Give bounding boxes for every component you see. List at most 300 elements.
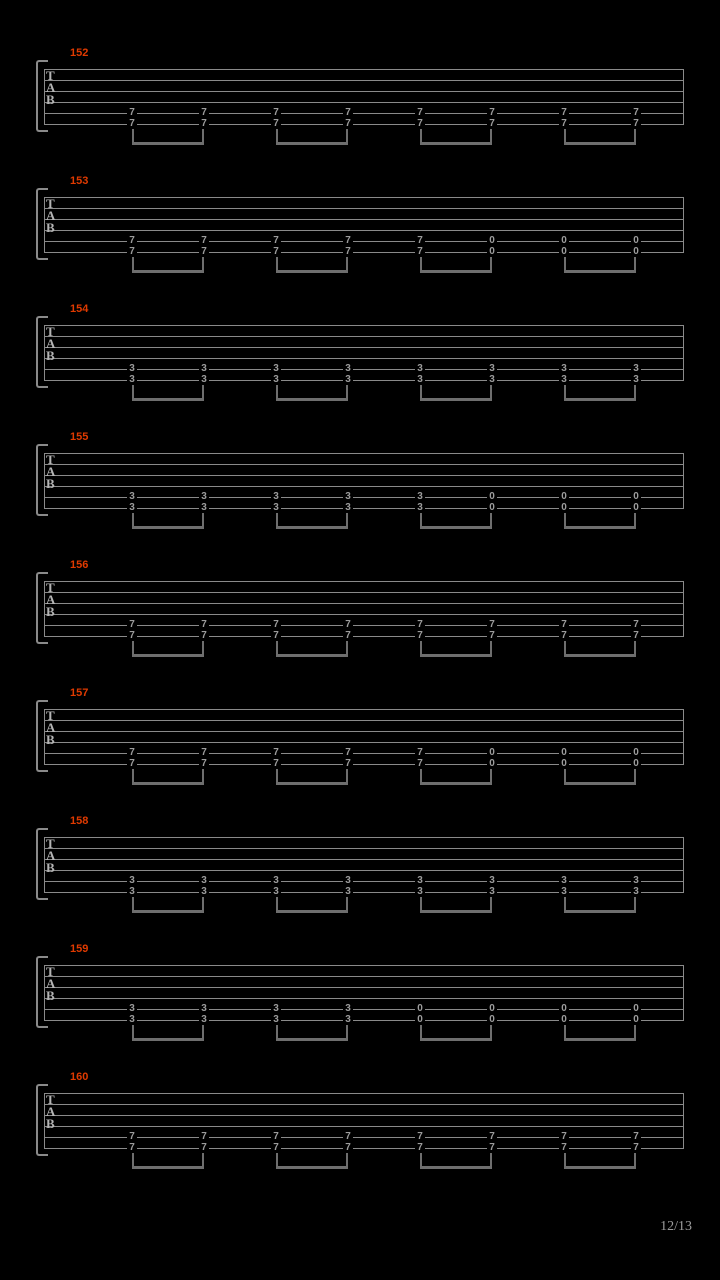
tab-note: 7	[415, 748, 425, 758]
barline-right	[683, 197, 684, 252]
beam-group	[276, 513, 348, 529]
staff-line	[44, 720, 684, 721]
beam	[132, 1038, 204, 1041]
staff-line	[44, 1093, 684, 1094]
tab-note: 7	[127, 748, 137, 758]
tab-clef-letter: B	[46, 988, 55, 1003]
staff-line	[44, 325, 684, 326]
tab-note: 3	[271, 364, 281, 374]
staff-line	[44, 859, 684, 860]
measure-number: 153	[70, 175, 89, 187]
beam-group	[564, 385, 636, 401]
tab-clef-letter: A	[46, 1104, 56, 1119]
tab-note: 7	[559, 620, 569, 630]
staff-line	[44, 380, 684, 381]
tab-note: 3	[343, 1015, 353, 1025]
barline-left	[44, 709, 45, 764]
tab-note: 3	[631, 364, 641, 374]
tab-note: 3	[559, 876, 569, 886]
staff-line	[44, 486, 684, 487]
tab-note: 3	[487, 375, 497, 385]
beam-group	[564, 513, 636, 529]
tab-note: 0	[487, 236, 497, 246]
tab-note: 7	[343, 1132, 353, 1142]
tab-note: 3	[199, 887, 209, 897]
beam-group	[276, 385, 348, 401]
staff-line	[44, 1115, 684, 1116]
tab-note: 7	[559, 631, 569, 641]
tab-note: 0	[487, 1004, 497, 1014]
tab-clef-letter: B	[46, 476, 55, 491]
tab-clef	[46, 198, 55, 234]
staff-line	[44, 581, 684, 582]
barline-right	[683, 1093, 684, 1148]
measure-number: 158	[70, 815, 89, 827]
staff-line	[44, 113, 684, 114]
beam-group	[276, 641, 348, 657]
beam	[420, 142, 492, 145]
staff-line	[44, 764, 684, 765]
tab-staff	[44, 64, 684, 124]
tab-note: 3	[127, 887, 137, 897]
tab-note: 7	[343, 620, 353, 630]
tab-clef-letter: T	[46, 196, 55, 211]
tab-note: 3	[199, 1004, 209, 1014]
beam	[564, 910, 636, 913]
beam	[132, 526, 204, 529]
tab-note: 7	[271, 620, 281, 630]
tab-clef-letter: T	[46, 68, 55, 83]
staff-line	[44, 508, 684, 509]
beam	[564, 142, 636, 145]
barline-left	[44, 965, 45, 1020]
staff-line	[44, 219, 684, 220]
beam	[276, 654, 348, 657]
tab-note: 3	[631, 375, 641, 385]
tab-staff	[44, 1088, 684, 1148]
tab-note: 0	[487, 748, 497, 758]
tab-note: 7	[199, 119, 209, 129]
tab-clef-letter: A	[46, 336, 56, 351]
tab-note: 7	[127, 119, 137, 129]
tab-note: 0	[631, 236, 641, 246]
staff-line	[44, 998, 684, 999]
tab-note: 0	[631, 1004, 641, 1014]
beam	[564, 654, 636, 657]
tab-clef	[46, 70, 55, 106]
tab-note: 3	[631, 876, 641, 886]
beam	[276, 910, 348, 913]
beam	[276, 1166, 348, 1169]
tab-note: 7	[415, 119, 425, 129]
tab-note: 7	[127, 1132, 137, 1142]
measure-number: 159	[70, 943, 89, 955]
tab-note: 3	[559, 364, 569, 374]
tab-note: 7	[487, 119, 497, 129]
barline-right	[683, 69, 684, 124]
tab-note: 0	[487, 503, 497, 513]
tab-note: 3	[271, 503, 281, 513]
tab-note: 3	[343, 887, 353, 897]
tab-note: 0	[487, 492, 497, 502]
tab-note: 3	[343, 375, 353, 385]
staff-line	[44, 614, 684, 615]
tab-staff	[44, 960, 684, 1020]
staff-line	[44, 1137, 684, 1138]
staff-line	[44, 965, 684, 966]
staff-line	[44, 208, 684, 209]
beam-group	[564, 129, 636, 145]
tab-staff	[44, 320, 684, 380]
tab-clef-letter: A	[46, 464, 56, 479]
measure-number: 160	[70, 1071, 89, 1083]
beam	[132, 142, 204, 145]
tab-note: 0	[487, 759, 497, 769]
beam-group	[132, 257, 204, 273]
tab-clef	[46, 582, 55, 618]
beam	[564, 270, 636, 273]
tab-clef-letter: A	[46, 80, 56, 95]
tab-note: 7	[487, 1143, 497, 1153]
staff-line	[44, 197, 684, 198]
tab-note: 7	[343, 236, 353, 246]
beam-group	[132, 513, 204, 529]
beam-group	[420, 385, 492, 401]
tab-note: 7	[487, 108, 497, 118]
staff-line	[44, 731, 684, 732]
tab-note: 7	[559, 1143, 569, 1153]
tab-note: 7	[127, 620, 137, 630]
beam	[132, 1166, 204, 1169]
tab-clef-letter: B	[46, 860, 55, 875]
tab-note: 3	[343, 492, 353, 502]
tab-note: 0	[559, 759, 569, 769]
tab-clef-letter: T	[46, 1092, 55, 1107]
tab-note: 7	[127, 247, 137, 257]
tab-clef-letter: T	[46, 580, 55, 595]
tab-note: 7	[271, 759, 281, 769]
tab-note: 0	[631, 759, 641, 769]
tab-note: 7	[415, 759, 425, 769]
beam-group	[420, 641, 492, 657]
beam-group	[132, 129, 204, 145]
beam	[564, 782, 636, 785]
tab-note: 7	[199, 759, 209, 769]
tab-note: 7	[127, 1143, 137, 1153]
tab-staff	[44, 704, 684, 764]
staff-line	[44, 1009, 684, 1010]
staff-line	[44, 603, 684, 604]
tab-note: 3	[343, 503, 353, 513]
beam	[132, 654, 204, 657]
staff-line	[44, 124, 684, 125]
staff-line	[44, 1104, 684, 1105]
beam	[420, 1038, 492, 1041]
staff-line	[44, 592, 684, 593]
staff-line	[44, 241, 684, 242]
tab-note: 7	[415, 236, 425, 246]
barline-left	[44, 453, 45, 508]
tab-note: 7	[415, 620, 425, 630]
tab-clef-letter: A	[46, 592, 56, 607]
tab-staff	[44, 192, 684, 252]
beam-group	[276, 1025, 348, 1041]
tab-note: 7	[631, 620, 641, 630]
tab-note: 0	[559, 1015, 569, 1025]
tab-note: 7	[199, 620, 209, 630]
barline-left	[44, 197, 45, 252]
beam	[564, 1038, 636, 1041]
beam	[564, 1166, 636, 1169]
tab-note: 7	[271, 748, 281, 758]
tab-note: 3	[271, 1004, 281, 1014]
staff-line	[44, 358, 684, 359]
staff-line	[44, 230, 684, 231]
staff-line	[44, 464, 684, 465]
tab-note: 3	[487, 876, 497, 886]
tab-note: 7	[343, 119, 353, 129]
beam-group	[132, 641, 204, 657]
beam	[132, 398, 204, 401]
tab-note: 7	[199, 236, 209, 246]
staff-line	[44, 976, 684, 977]
tab-note: 0	[559, 492, 569, 502]
tab-clef-letter: T	[46, 708, 55, 723]
barline-left	[44, 325, 45, 380]
beam	[420, 910, 492, 913]
tab-note: 0	[487, 247, 497, 257]
tab-clef-letter: T	[46, 452, 55, 467]
staff-line	[44, 347, 684, 348]
beam-group	[420, 257, 492, 273]
barline-right	[683, 965, 684, 1020]
beam	[132, 910, 204, 913]
tab-note: 7	[199, 631, 209, 641]
staff-line	[44, 848, 684, 849]
beam-group	[420, 769, 492, 785]
tab-note: 3	[127, 364, 137, 374]
beam-group	[420, 1025, 492, 1041]
beam-group	[420, 129, 492, 145]
tab-note: 7	[271, 119, 281, 129]
staff-line	[44, 709, 684, 710]
tab-note: 7	[271, 1132, 281, 1142]
tab-staff	[44, 448, 684, 508]
barline-left	[44, 581, 45, 636]
staff-line	[44, 1148, 684, 1149]
tab-note: 7	[487, 620, 497, 630]
beam	[132, 782, 204, 785]
measure-number: 154	[70, 303, 89, 315]
tab-note: 7	[559, 119, 569, 129]
tab-note: 3	[271, 492, 281, 502]
barline-left	[44, 69, 45, 124]
beam-group	[132, 897, 204, 913]
tab-note: 7	[127, 236, 137, 246]
tab-note: 7	[127, 108, 137, 118]
beam-group	[132, 769, 204, 785]
beam	[420, 270, 492, 273]
tab-note: 3	[343, 876, 353, 886]
tab-note: 3	[631, 887, 641, 897]
tab-note: 7	[199, 247, 209, 257]
tab-clef	[46, 326, 55, 362]
beam	[420, 1166, 492, 1169]
staff-line	[44, 369, 684, 370]
tab-clef	[46, 966, 55, 1002]
tab-note: 7	[487, 1132, 497, 1142]
tab-note: 7	[631, 108, 641, 118]
tab-note: 3	[271, 375, 281, 385]
staff-line	[44, 742, 684, 743]
tab-note: 3	[127, 492, 137, 502]
tab-note: 0	[559, 1004, 569, 1014]
tab-note: 3	[559, 375, 569, 385]
tab-note: 0	[559, 236, 569, 246]
staff-line	[44, 102, 684, 103]
tab-note: 7	[199, 1132, 209, 1142]
tab-note: 7	[343, 108, 353, 118]
tab-note: 3	[199, 492, 209, 502]
tab-note: 0	[631, 247, 641, 257]
staff-line	[44, 252, 684, 253]
tab-note: 7	[559, 1132, 569, 1142]
tab-note: 0	[487, 1015, 497, 1025]
tab-note: 3	[199, 375, 209, 385]
tab-note: 7	[271, 631, 281, 641]
tab-note: 7	[631, 631, 641, 641]
beam	[276, 526, 348, 529]
beam	[564, 398, 636, 401]
tab-note: 7	[415, 108, 425, 118]
tab-note: 7	[631, 119, 641, 129]
staff-line	[44, 1020, 684, 1021]
tab-note: 3	[127, 503, 137, 513]
tab-clef-letter: T	[46, 324, 55, 339]
tab-note: 7	[415, 631, 425, 641]
tab-note: 3	[343, 1004, 353, 1014]
beam-group	[276, 1153, 348, 1169]
beam-group	[132, 385, 204, 401]
staff-line	[44, 1126, 684, 1127]
beam-group	[564, 257, 636, 273]
tab-note: 7	[271, 236, 281, 246]
beam-group	[132, 1153, 204, 1169]
tab-clef-letter: T	[46, 964, 55, 979]
tab-note: 0	[559, 748, 569, 758]
beam	[420, 526, 492, 529]
tab-clef-letter: A	[46, 208, 56, 223]
tab-note: 3	[415, 364, 425, 374]
tab-note: 3	[127, 1015, 137, 1025]
tab-note: 3	[559, 887, 569, 897]
tab-note: 3	[199, 876, 209, 886]
tab-note: 3	[127, 375, 137, 385]
barline-right	[683, 325, 684, 380]
tab-note: 3	[487, 364, 497, 374]
tab-note: 7	[271, 1143, 281, 1153]
tab-note: 7	[343, 748, 353, 758]
beam-group	[276, 257, 348, 273]
tab-note: 7	[343, 631, 353, 641]
tab-clef	[46, 454, 55, 490]
tab-note: 7	[631, 1143, 641, 1153]
beam	[132, 270, 204, 273]
tab-note: 7	[343, 247, 353, 257]
beam	[276, 270, 348, 273]
tab-note: 7	[199, 748, 209, 758]
tab-staff	[44, 576, 684, 636]
tab-clef-letter: B	[46, 732, 55, 747]
tab-note: 3	[271, 887, 281, 897]
beam-group	[132, 1025, 204, 1041]
staff-line	[44, 336, 684, 337]
staff-line	[44, 91, 684, 92]
beam-group	[564, 1153, 636, 1169]
tab-note: 7	[271, 108, 281, 118]
tab-note: 7	[127, 759, 137, 769]
tab-note: 0	[631, 503, 641, 513]
tab-note: 3	[271, 1015, 281, 1025]
staff-line	[44, 497, 684, 498]
staff-line	[44, 69, 684, 70]
beam	[564, 526, 636, 529]
measure-number: 157	[70, 687, 89, 699]
beam	[420, 654, 492, 657]
staff-line	[44, 475, 684, 476]
measure-number: 152	[70, 47, 89, 59]
tab-note: 7	[487, 631, 497, 641]
staff-line	[44, 80, 684, 81]
tab-note: 0	[631, 1015, 641, 1025]
tab-note: 3	[199, 503, 209, 513]
measure-number: 155	[70, 431, 89, 443]
tab-note: 7	[343, 1143, 353, 1153]
tab-note: 0	[415, 1015, 425, 1025]
measure-number: 156	[70, 559, 89, 571]
tab-note: 3	[415, 887, 425, 897]
staff-line	[44, 881, 684, 882]
staff-line	[44, 892, 684, 893]
tab-note: 3	[199, 364, 209, 374]
tab-note: 3	[415, 503, 425, 513]
tab-note: 7	[199, 1143, 209, 1153]
beam-group	[276, 897, 348, 913]
tab-clef-letter: A	[46, 720, 56, 735]
staff-line	[44, 870, 684, 871]
tab-note: 7	[343, 759, 353, 769]
tab-note: 3	[127, 876, 137, 886]
beam-group	[564, 897, 636, 913]
tab-note: 0	[559, 503, 569, 513]
barline-right	[683, 453, 684, 508]
staff-line	[44, 987, 684, 988]
beam	[420, 398, 492, 401]
beam-group	[564, 769, 636, 785]
tab-note: 7	[559, 108, 569, 118]
tab-clef-letter: B	[46, 1116, 55, 1131]
tab-clef	[46, 838, 55, 874]
barline-left	[44, 837, 45, 892]
tab-clef	[46, 1094, 55, 1130]
tab-clef-letter: A	[46, 976, 56, 991]
tab-clef-letter: T	[46, 836, 55, 851]
tab-note: 7	[415, 247, 425, 257]
staff-line	[44, 453, 684, 454]
tab-note: 3	[487, 887, 497, 897]
tab-clef-letter: B	[46, 220, 55, 235]
beam	[276, 1038, 348, 1041]
